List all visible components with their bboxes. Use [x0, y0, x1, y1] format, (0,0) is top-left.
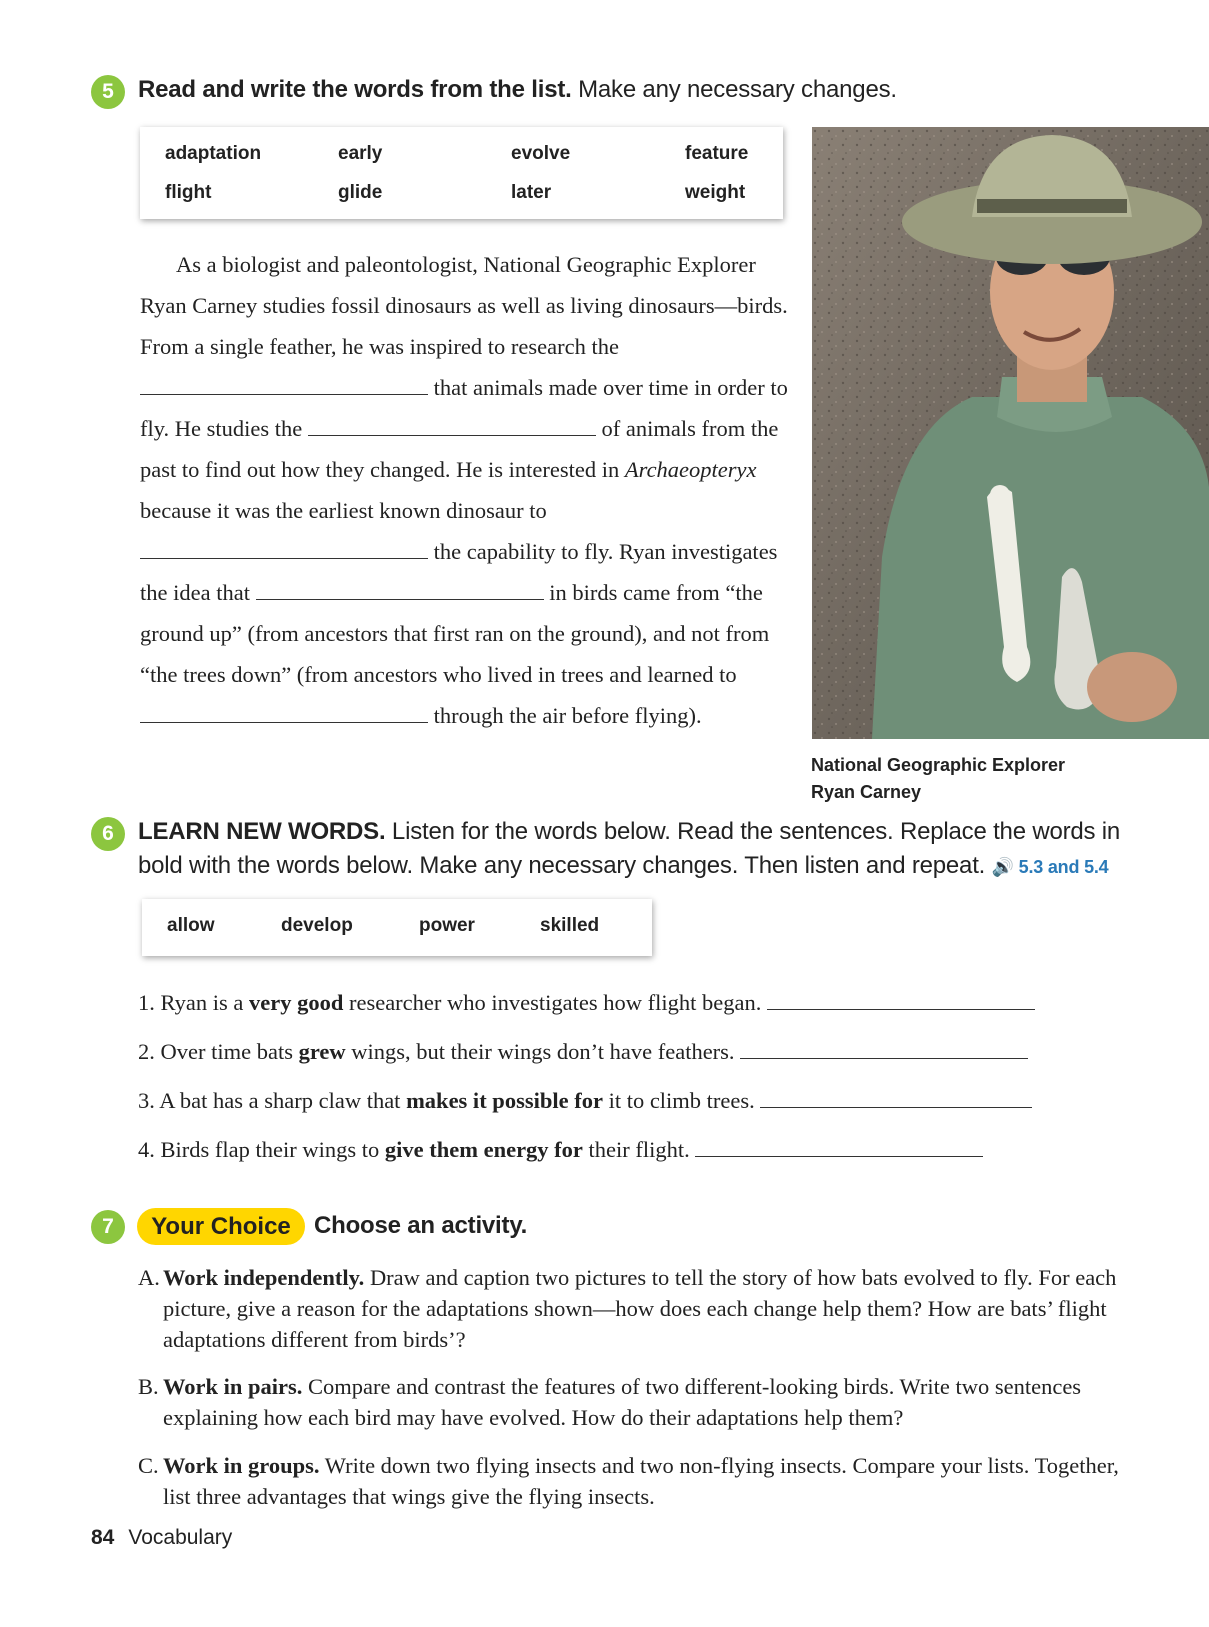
answer-blank-3[interactable] [760, 1085, 1032, 1108]
exercise-6-title-bold: LEARN NEW WORDS. [138, 818, 386, 845]
caption-line: Ryan Carney [811, 782, 922, 802]
exercise-6-title-rest: bold with the words below. Make any necessary changes. Then listen and repeat. [138, 852, 986, 879]
passage-italic-term: Archaeopteryx [624, 457, 757, 482]
word-bank-6 [142, 899, 652, 956]
sentence-bold: give them energy for [384, 1137, 583, 1162]
reading-passage [140, 244, 790, 736]
sentence-text: their flight. [582, 1137, 690, 1162]
sentence-text: 2. Over time bats [138, 1039, 299, 1064]
section-name: Vocabulary [128, 1526, 233, 1549]
word-bank-5 [140, 127, 783, 219]
passage-text: of animals from the past to find out how they changed. He is interested in [140, 416, 779, 482]
sentence-text: wings, but their wings don’t have feathers. [345, 1039, 735, 1064]
page-footer [91, 1526, 232, 1550]
sentence-4 [138, 1134, 983, 1163]
word-bank-item: allow [167, 915, 215, 936]
activity-a [138, 1262, 1138, 1355]
passage-text: because it was the earliest known dinosaur to [140, 498, 547, 523]
word-bank-item: glide [338, 182, 383, 203]
word-bank-item: weight [685, 182, 746, 203]
fill-in-blank-2[interactable] [308, 413, 596, 436]
activity-heading: Work in pairs. [163, 1374, 303, 1399]
word-bank-item: feature [685, 143, 749, 164]
activity-b [138, 1371, 1138, 1433]
sentence-text: 4. Birds flap their wings to [138, 1137, 385, 1162]
passage-text: that animals made over time in order to fly. He studies the [140, 375, 788, 441]
activity-heading: Work independently. [163, 1265, 365, 1290]
sentence-text: 3. A bat has a sharp claw that [138, 1088, 407, 1113]
exercise-number-6: 6 [91, 817, 125, 851]
exercise-5-title [138, 76, 897, 104]
activity-letter: A. [138, 1265, 160, 1290]
word-bank-item: adaptation [165, 143, 262, 164]
word-bank-item: evolve [511, 143, 571, 164]
fill-in-blank-5[interactable] [140, 700, 428, 723]
exercise-number-7: 7 [91, 1210, 125, 1244]
answer-blank-1[interactable] [767, 987, 1035, 1010]
sentence-1 [138, 987, 1035, 1016]
word-bank-item: early [338, 143, 383, 164]
answer-blank-2[interactable] [740, 1036, 1028, 1059]
exercise-6-title [138, 815, 1120, 884]
fill-in-blank-3[interactable] [140, 536, 428, 559]
passage-text: the capability to fly. Ryan investigates the idea that [140, 539, 778, 605]
exercise-7-title: Choose an activity. [314, 1212, 528, 1239]
explorer-photo [812, 127, 1209, 739]
activity-heading: Work in groups. [163, 1453, 320, 1478]
sentence-bold: grew [298, 1039, 346, 1064]
audio-track-label: 5.3 and 5.4 [1018, 857, 1109, 877]
activity-letter: B. [138, 1374, 159, 1399]
speaker-icon[interactable]: 🔊 [991, 857, 1014, 877]
sentence-3 [138, 1085, 1032, 1114]
exercise-number-5: 5 [91, 75, 125, 109]
your-choice-badge: Your Choice [137, 1208, 305, 1245]
activity-text: Compare and contrast the features of two different-looking birds. Write two sentences explaining how each bird may have evolved. How do their adaptations help them? [163, 1374, 1082, 1430]
fill-in-blank-1[interactable] [140, 372, 428, 395]
passage-text: through the air before flying). [428, 703, 702, 728]
audio-track[interactable] [992, 857, 1109, 877]
activity-letter: C. [138, 1453, 159, 1478]
passage-text: in birds came from “the ground up” (from ancestors that first ran on the ground), and not from “the trees down” (from ancestors who lived in trees and learned to [140, 580, 770, 687]
fill-in-blank-4[interactable] [256, 577, 544, 600]
answer-blank-4[interactable] [695, 1134, 983, 1157]
sentence-2 [138, 1036, 1028, 1065]
sentence-bold: makes it possible for [406, 1088, 603, 1113]
activity-text: Write down two flying insects and two non-flying insects. Compare your lists. Together, list three advantages that wings give the flying insects. [163, 1453, 1119, 1509]
sentence-text: 1. Ryan is a [138, 990, 249, 1015]
word-bank-item: flight [165, 182, 212, 203]
exercise-5-title-bold: Read and write the words from the list. [138, 76, 572, 103]
sentence-text: researcher who investigates how flight began. [343, 990, 762, 1015]
passage-text: As a biologist and paleontologist, National Geographic Explorer Ryan Carney studies fossil dinosaurs as well as living dinosaurs—birds. From a single feather, he was inspired to research the [140, 252, 788, 359]
activity-c [138, 1450, 1138, 1512]
caption-line: National Geographic Explorer [811, 755, 1066, 775]
word-bank-item: later [511, 182, 552, 203]
word-bank-item: develop [281, 915, 353, 936]
photo-caption [811, 752, 1065, 806]
word-bank-item: power [419, 915, 475, 936]
word-bank-item: skilled [540, 915, 600, 936]
page-number: 84 [91, 1526, 115, 1549]
sentence-bold: very good [248, 990, 344, 1015]
sentence-text: it to climb trees. [602, 1088, 755, 1113]
exercise-5-title-rest: Make any necessary changes. [571, 76, 897, 103]
exercise-6-title-rest: Listen for the words below. Read the sentences. Replace the words in [385, 818, 1121, 845]
activity-text: Draw and caption two pictures to tell the story of how bats evolved to fly. For each picture, give a reason for the adaptations shown—how does each change help them? How are bats’ flight adaptations different from birds’? [163, 1265, 1117, 1352]
